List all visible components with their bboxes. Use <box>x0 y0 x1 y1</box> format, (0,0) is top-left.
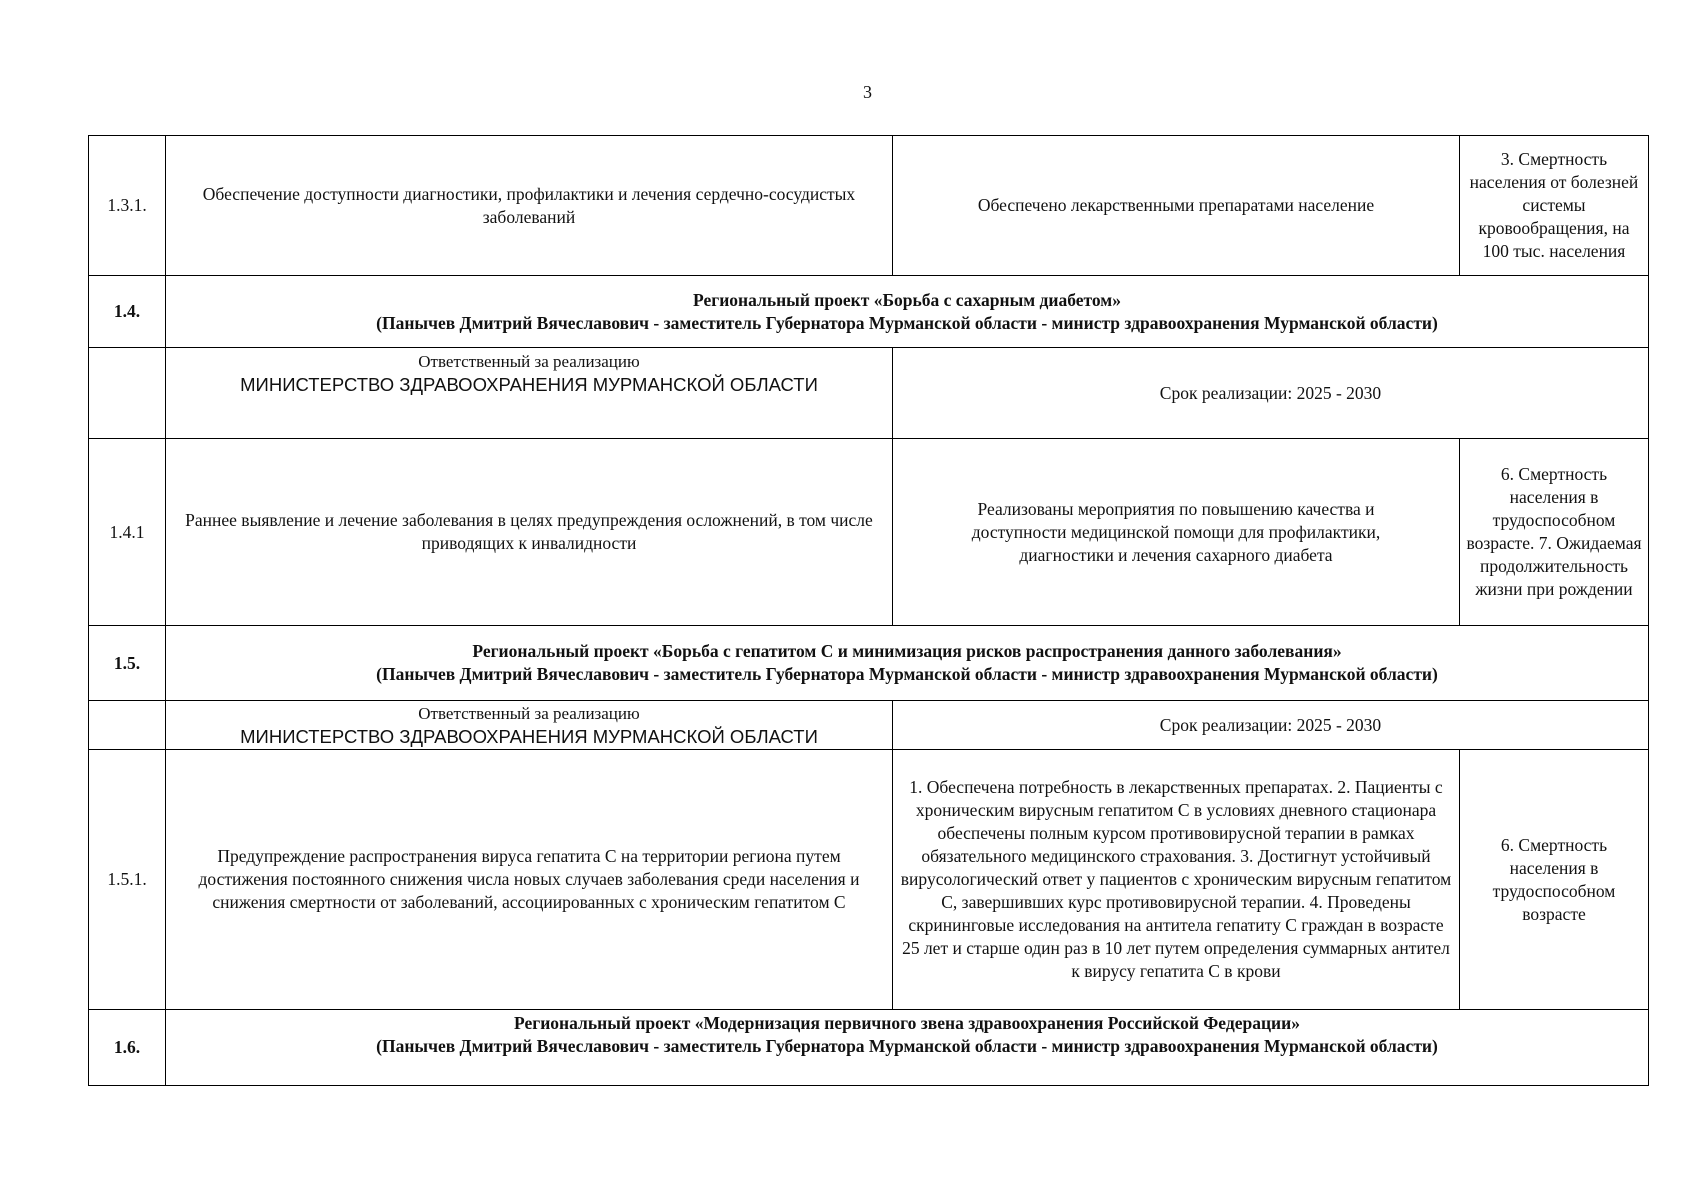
result-cell: Реализованы мероприятия по повышению качества и доступности медицинской помощи для профилактики, диагностики и лечения сахарного диабета <box>893 439 1460 626</box>
table-row-1-5-1 <box>89 750 1649 1010</box>
indicator-cell: 6. Смертность населения в трудоспособном возрасте. 7. Ожидаемая продолжительность жизни при рождении <box>1460 439 1649 626</box>
empty-cell <box>89 701 166 750</box>
project-title: Региональный проект «Борьба с гепатитом С и минимизация рисков распространения данного заболевания» <box>472 641 1342 661</box>
indicator-cell: 6. Смертность населения в трудоспособном возрасте <box>1460 750 1649 1010</box>
row-number: 1.4. <box>89 276 166 348</box>
row-number: 1.3.1. <box>89 136 166 276</box>
row-number: 1.6. <box>89 1010 166 1086</box>
project-header-1-4 <box>89 276 1649 348</box>
responsible-cell <box>166 701 893 750</box>
project-curator: (Панычев Дмитрий Вячеславович - заместитель Губернатора Мурманской области - министр здравоохранения Мурманской области) <box>376 664 1438 684</box>
responsible-row-1-4 <box>89 348 1649 439</box>
responsible-org: МИНИСТЕРСТВО ЗДРАВООХРАНЕНИЯ МУРМАНСКОЙ ОБЛАСТИ <box>240 726 818 747</box>
responsible-label: Ответственный за реализацию <box>418 704 640 723</box>
row-number: 1.5.1. <box>89 750 166 1010</box>
page-number: 3 <box>863 82 872 102</box>
project-curator: (Панычев Дмитрий Вячеславович - заместитель Губернатора Мурманской области - министр здравоохранения Мурманской области) <box>376 312 1438 333</box>
task-cell: Обеспечение доступности диагностики, профилактики и лечения сердечно-сосудистых заболеваний <box>166 136 893 276</box>
responsible-row-1-5 <box>89 701 1649 750</box>
project-title: Региональный проект «Модернизация первичного звена здравоохранения Российской Федерации» <box>514 1013 1300 1033</box>
project-header-cell <box>166 276 1649 348</box>
result-cell: 1. Обеспечена потребность в лекарственных препаратах. 2. Пациенты с хроническим вирусным гепатитом С в условиях дневного стационара обеспечены полным курсом противовирусной терапии в рамках обязательного медицинского страхования. 3. Достигнут устойчивый вирусологический ответ у пациентов с хроническим вирусным гепатитом С, завершивших курс противовирусной терапии. 4. Проведены скрининговые исследования на антитела гепатиту С граждан в возрасте 25 лет и старше один раз в 10 лет путем определения суммарных антител к вирусу гепатита С в крови <box>893 750 1460 1010</box>
result-cell: Обеспечено лекарственными препаратами население <box>893 136 1460 276</box>
project-header-cell <box>166 1010 1649 1086</box>
responsible-cell <box>166 348 893 439</box>
task-cell: Предупреждение распространения вируса гепатита С на территории региона путем достижения постоянного снижения числа новых случаев заболевания среди населения и снижения смертности от заболеваний, ассоциированных с хроническим гепатитом С <box>166 750 893 1010</box>
responsible-org: МИНИСТЕРСТВО ЗДРАВООХРАНЕНИЯ МУРМАНСКОЙ ОБЛАСТИ <box>240 374 818 395</box>
row-number: 1.4.1 <box>89 439 166 626</box>
task-cell: Раннее выявление и лечение заболевания в целях предупреждения осложнений, в том числе приводящих к инвалидности <box>166 439 893 626</box>
indicator-cell: 3. Смертность населения от болезней системы кровообращения, на 100 тыс. населения <box>1460 136 1649 276</box>
table-row-1-4-1 <box>89 439 1649 626</box>
project-curator: (Панычев Дмитрий Вячеславович - заместитель Губернатора Мурманской области - министр здравоохранения Мурманской области) <box>376 1036 1438 1056</box>
empty-cell <box>89 348 166 439</box>
row-number: 1.5. <box>89 626 166 701</box>
project-header-cell <box>166 626 1649 701</box>
term-cell: Срок реализации: 2025 - 2030 <box>893 348 1649 439</box>
project-title: Региональный проект «Борьба с сахарным диабетом» <box>693 289 1121 310</box>
program-table <box>88 135 1649 1086</box>
term-cell: Срок реализации: 2025 - 2030 <box>893 701 1649 750</box>
project-header-1-6 <box>89 1010 1649 1086</box>
responsible-label: Ответственный за реализацию <box>418 352 640 371</box>
table-row-1-3-1 <box>89 136 1649 276</box>
project-header-1-5 <box>89 626 1649 701</box>
